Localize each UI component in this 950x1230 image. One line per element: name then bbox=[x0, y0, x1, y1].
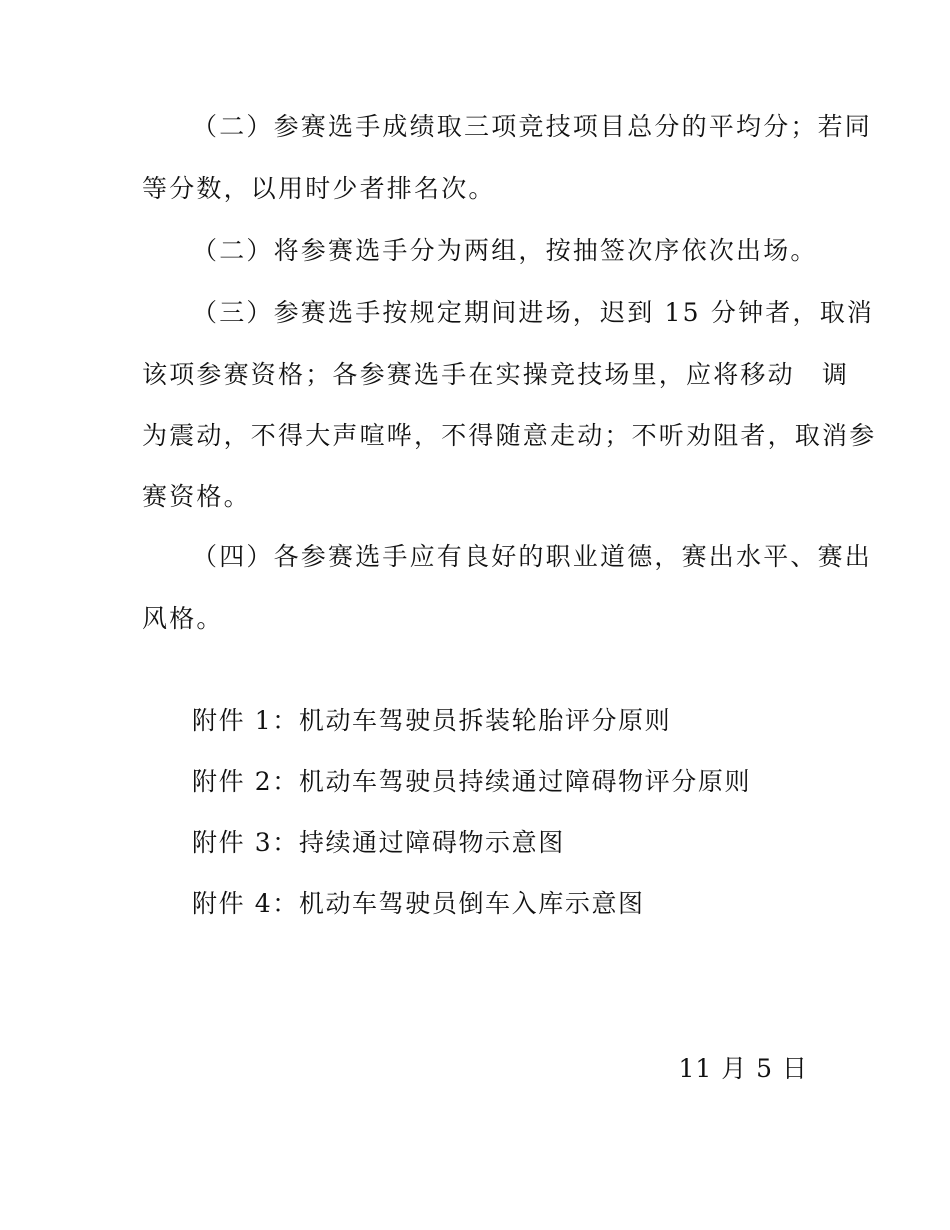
paragraph-1-line-2: 等分数，以用时少者排名次。 bbox=[142, 174, 496, 203]
paragraph-2-line-1: （二）将参赛选手分为两组，按抽签次序依次出场。 bbox=[192, 236, 818, 265]
paragraph-1-line-1: （二）参赛选手成绩取三项竞技项目总分的平均分；若同 bbox=[192, 112, 873, 141]
paragraph-4-line-1: （四）各参赛选手应有良好的职业道德，赛出水平、赛出 bbox=[192, 542, 873, 571]
paragraph-3-line-3: 为震动，不得大声喧哗，不得随意走动；不听劝阻者，取消参 bbox=[142, 421, 877, 450]
document-date: 11 月 5 日 bbox=[678, 1054, 808, 1083]
attachment-3: 附件 3：持续通过障碍物示意图 bbox=[192, 828, 565, 857]
paragraph-3-line-4: 赛资格。 bbox=[142, 482, 251, 511]
paragraph-4-line-2: 风格。 bbox=[142, 604, 224, 633]
paragraph-3-line-1: （三）参赛选手按规定期间进场，迟到 15 分钟者，取消 bbox=[192, 298, 875, 327]
attachment-1: 附件 1：机动车驾驶员拆装轮胎评分原则 bbox=[192, 706, 672, 735]
paragraph-3-line-2: 该项参赛资格；各参赛选手在实操竞技场里，应将移动 调 bbox=[142, 360, 850, 389]
attachment-4: 附件 4：机动车驾驶员倒车入库示意图 bbox=[192, 889, 645, 918]
attachment-2: 附件 2：机动车驾驶员持续通过障碍物评分原则 bbox=[192, 767, 752, 796]
